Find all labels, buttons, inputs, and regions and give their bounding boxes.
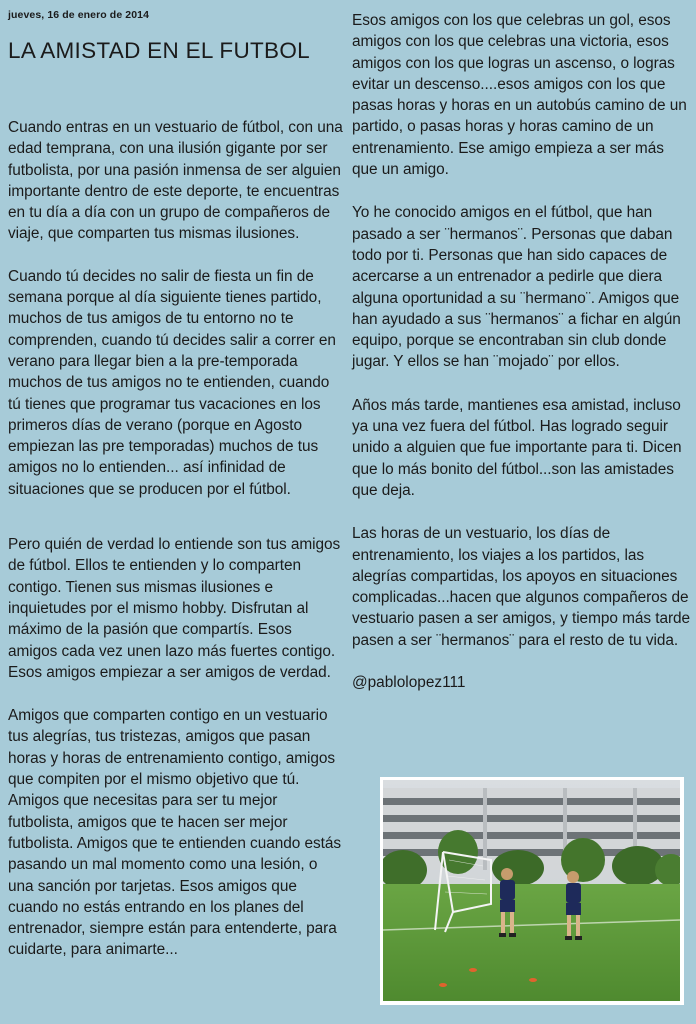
right-column bbox=[352, 0, 692, 693]
left-column bbox=[8, 0, 344, 961]
training-photo bbox=[380, 777, 684, 1005]
article-paragraph: Cuando entras en un vestuario de fútbol, con una edad temprana, con una ilusión gigante por ser futbolista, por una pasión inmensa de ser alguien importante dentro de este deporte, te encuentras en tu día a día con un grupo de compañeros de viaje, que comparten tus mismas ilusiones. bbox=[8, 119, 343, 243]
article-paragraph: Años más tarde, mantienes esa amistad, incluso ya una vez fuera del fútbol. Has logrado seguir unido a alguien que fue importante para ti. Dicen que lo más bonito del fútbol...son las amistades que deja. bbox=[352, 396, 682, 499]
post-date: jueves, 16 de enero de 2014 bbox=[8, 9, 150, 21]
article-paragraph: Yo he conocido amigos en el fútbol, que han pasado a ser ¨hermanos¨. Personas que daban todo por ti. Personas que han sido capaces de acercarse a un entrenador a pedirle que diera alguna oportunidad a su ¨hermano¨. Amigos que han ayudado a sus ¨hermanos¨ a fichar en algún equipo, porque se encontraban sin club donde jugar. Y ellos se han ¨mojado¨ por ellos. bbox=[352, 204, 681, 371]
grass-field bbox=[383, 884, 680, 1001]
author-handle[interactable]: @pablolopez111 bbox=[352, 674, 466, 692]
article-paragraph: Pero quién de verdad lo entiende son tus amigos de fútbol. Ellos te entienden y lo comparten contigo. Tienen sus mismas ilusiones e inquietudes por el mismo hobby. Disfrutan al máximo de la pasión que compartís. Esos amigos cada vez unen lazo más fuertes contigo. Esos amigos empiezar a ser amigos de verdad. bbox=[8, 536, 341, 681]
page-title: LA AMISTAD EN EL FUTBOL bbox=[8, 38, 310, 63]
article-paragraph: Amigos que comparten contigo en un vestuario tus alegrías, tus tristezas, amigos que pasan horas y horas de entrenamiento contigo, amigos que compiten por el mismo objetivo que tú. Amigos que necesitas para ser tu mejor futbolista, amigos que te hacen ser mejor futbolista. Amigos que te entienden cuando estás pasando un mal momento como una lesión, o una sanción por tarjetas. Esos amigos que cuando no estás entrando en los planes del entrenador, siempre están para entenderte, para cuidarte, para animarte... bbox=[8, 707, 342, 959]
article-paragraph: Las horas de un vestuario, los días de entrenamiento, los viajes a los partidos, las alegrías compartidas, los apoyos en situaciones complicadas...hacen que algunos compañeros de vestuario pasen a ser amigos, y tiempo más tarde pasen a ser ¨hermanos¨ para el resto de tu vida. bbox=[352, 525, 691, 649]
training-photo-illustration bbox=[383, 780, 680, 1001]
article-paragraph: Esos amigos con los que celebras un gol, esos amigos con los que celebras una victoria, esos amigos con los que logras un ascenso, o logras evitar un descenso....esos amigos con los que pasas horas y horas en un autobús camino de un partido, o pasas horas y horas camino de un entrenamiento. Ese amigo empieza a ser más que un amigo. bbox=[352, 12, 687, 179]
article-paragraph: Cuando tú decides no salir de fiesta un fin de semana porque al día siguiente tienes partido, muchos de tus amigos de tu entorno no te comprenden, cuando tú decides salir a correr en verano para llegar bien a la pre-temporada muchos de tus amigos no te entienden, cuando tú tienes que programar tus vacaciones en los primeros días de verano (porque en Agosto empiezan las pre temporadas) muchos de tus amigos no lo entienden... así infinidad de situaciones que se producen por el fútbol. bbox=[8, 267, 336, 498]
